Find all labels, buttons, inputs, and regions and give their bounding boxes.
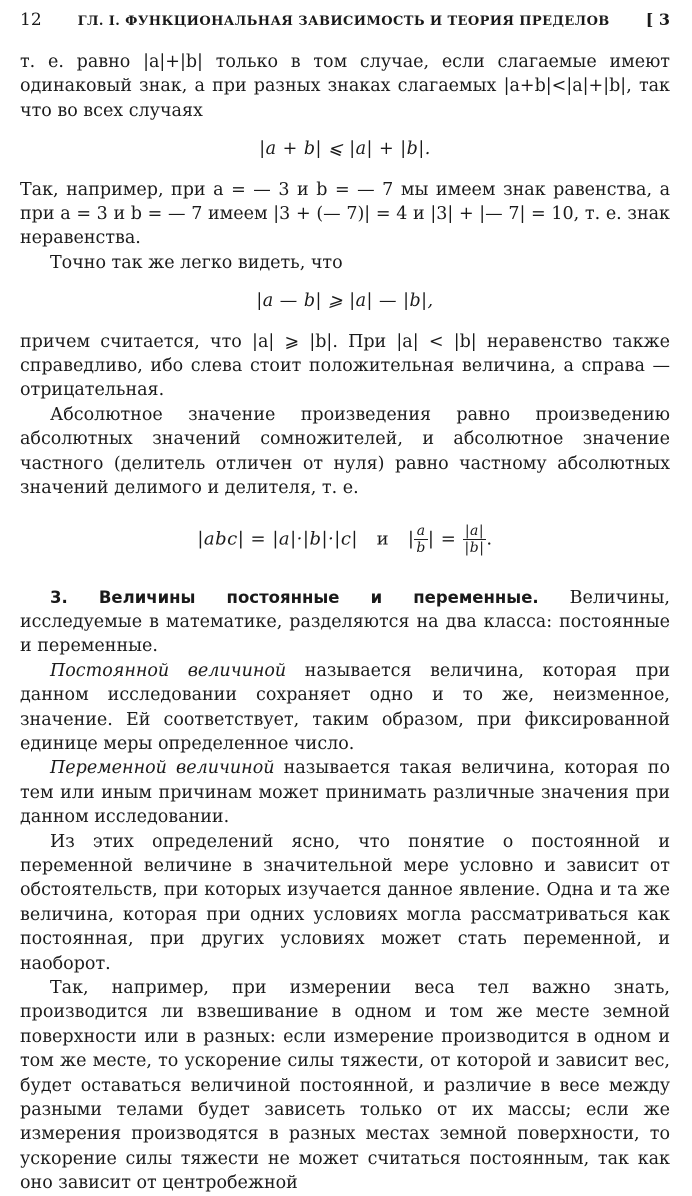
fraction-left-numerator: a (414, 523, 427, 540)
fraction-right-denominator: |b| (464, 539, 485, 556)
abs-bar-right: | (427, 528, 435, 549)
page-number: 12 (20, 10, 42, 30)
formula-product: |abc| = |a|·|b|·|c| (197, 528, 358, 549)
paragraph-2: Так, например, при a = — 3 и b = — 7 мы имеем знак равенства, а при a = 3 и b = — 7 имеем |3 + (— 7)| = 4 и |3| + |— 7| = 10, т. е. знак неравенства. (20, 179, 670, 249)
paragraph-constant-definition (20, 659, 670, 757)
chapter-title: ГЛ. I. ФУНКЦИОНАЛЬНАЯ ЗАВИСИМОСТЬ И ТЕОРИЯ ПРЕДЕЛОВ (77, 14, 610, 29)
paragraph-8: Из этих определений ясно, что понятие о постоянной и переменной величине в значительной мере условно и зависит от обстоятельств, при которых изучается данное явление. Одна и та же величина, которая при одних условиях могла рассматриваться как постоянная, при других условиях может стать переменной, и наоборот. (20, 831, 670, 974)
constant-definition-text: называется величина, которая при данном исследовании сохраняет одно и то же, неизменное, значение. Ей соответствует, таким образом, при фиксированной единице меры определенное число. (20, 660, 671, 754)
fraction-left (414, 523, 427, 556)
fraction-right (463, 523, 487, 556)
running-header (20, 10, 670, 32)
section-3-intro-text: Величины, исследуемые в математике, разделяются на два класса: постоянные и переменные. (20, 587, 670, 657)
fraction-right-numerator: |a| (463, 523, 487, 540)
variable-definition-text: называется такая величина, которая по тем или иным причинам может принимать различные значения при данном исследовании. (20, 758, 670, 828)
paragraph-3: Точно так же легко видеть, что (50, 252, 343, 273)
formula-triangle-inequality: |a + b| ⩽ |a| + |b|. (259, 139, 431, 160)
formula-difference-inequality: |a — b| ⩾ |a| — |b|, (256, 291, 434, 312)
paragraph-9: Так, например, при измерении веса тел важно знать, производится ли взвешивание в одном и том же месте земной поверхности или в разных: если измерение производится в одном и том же месте, то ускорение силы тяжести, от которой и зависит вес, будет оставаться величиной постоянной, и различие в весе между разными телами будет зависеть только от их массы; если же измерения производятся в разных местах земной поверхности, то ускорение силы тяжести не может считаться постоянным, так как оно зависит от центробежной (20, 978, 670, 1194)
section-mark: [ 3 (645, 10, 670, 29)
fraction-left-denominator: b (416, 539, 426, 556)
equals-sign: = (440, 528, 457, 549)
abs-bar-left: | (407, 528, 415, 549)
formula-end-dot: . (486, 528, 493, 549)
section-3-heading: 3. Величины постоянные и переменные. (50, 587, 539, 607)
paragraph-variable-definition (20, 756, 670, 829)
term-constant: Постоянной величиной (50, 660, 287, 681)
formula-conjunction: и (376, 528, 390, 549)
formula-product-quotient (20, 523, 670, 556)
term-variable: Переменной величиной (50, 758, 275, 779)
paragraph-5: Абсолютное значение произведения равно произведению абсолютных значений сомножителей, и абсолютное значение частного (делитель отличен от нуля) равно частному абсолютных значений делимого и делителя, т. е. (20, 404, 670, 499)
paragraph-4: причем считается, что |a| ⩾ |b|. При |a| < |b| неравенство также справедливо, ибо слева стоит положительная величина, а справа — отрицательная. (20, 331, 670, 401)
paragraph-1: т. е. равно |a|+|b| только в том случае, если слагаемые имеют одинаковый знак, а при разных знаках слагаемых |a+b|<|a|+|b|, так что во всех случаях (20, 52, 670, 121)
section-3-intro (20, 586, 670, 659)
